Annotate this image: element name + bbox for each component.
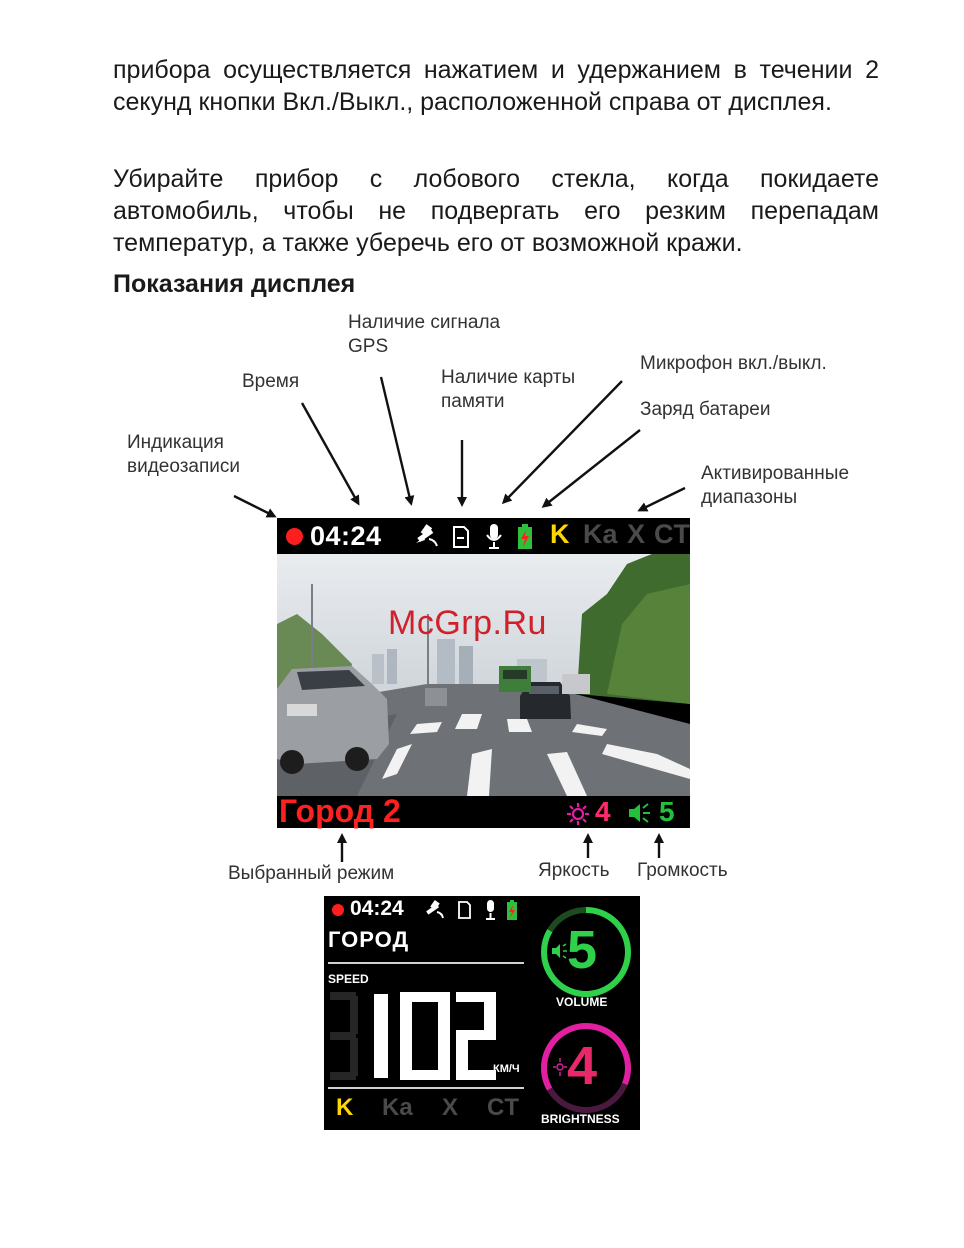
callout-rec-line2: видеозаписи: [127, 456, 241, 477]
road-scene-image: [277, 554, 690, 796]
arrow-gps: [381, 377, 411, 503]
selected-mode: ГОРОД: [328, 927, 410, 952]
selected-mode: Город 2: [279, 793, 401, 829]
battery-icon: [516, 523, 534, 551]
divider-bottom: [328, 1087, 524, 1089]
callout-card-line1: Наличие карты: [441, 367, 576, 388]
brightness-value: 4: [567, 1036, 598, 1096]
ghost-digit: [330, 992, 358, 1080]
watermark: McGrp.Ru: [388, 604, 547, 642]
band-ka: Ka: [382, 1094, 413, 1121]
callout-rec-line1: Индикация: [127, 432, 224, 453]
callout-gps-line2: GPS: [348, 336, 389, 357]
bottom-status-bar: [277, 793, 690, 829]
status-time: 04:24: [350, 897, 404, 920]
band-x: X: [627, 519, 646, 549]
memory-card-icon: [452, 525, 470, 549]
arrow-mic: [504, 381, 622, 502]
satellite-icon: [424, 899, 448, 921]
record-dot-icon: [286, 528, 303, 545]
speaker-icon: [627, 801, 653, 825]
satellite-icon: [414, 523, 444, 549]
callout-mode: Выбранный режим: [228, 863, 395, 884]
callout-bands-line1: Активированные: [701, 463, 850, 484]
band-ka: Ka: [583, 519, 618, 549]
volume-label: VOLUME: [556, 995, 608, 1009]
callout-volume: Громкость: [637, 860, 728, 881]
display-screen-speed: [324, 896, 640, 1130]
volume-value: 5: [659, 796, 675, 827]
status-bar: [277, 518, 690, 554]
memory-card-icon: [457, 900, 472, 920]
callout-brightness: Яркость: [538, 860, 610, 881]
paragraph-power: прибора осуществляется нажатием и удержанием в течении 2 секунд кнопки Вкл./Выкл., расположенной справа от дисплея.: [113, 56, 879, 116]
road-camera-view: [277, 554, 690, 796]
arrow-recording: [234, 496, 274, 516]
volume-value: 5: [567, 920, 598, 980]
record-dot-icon: [332, 904, 344, 916]
band-k: K: [550, 519, 570, 549]
callout-mic: Микрофон вкл./выкл.: [640, 353, 827, 374]
microphone-icon: [483, 899, 498, 921]
section-heading: Показания дисплея: [113, 270, 356, 298]
band-ct: CT: [487, 1094, 519, 1121]
band-x: X: [442, 1094, 459, 1121]
speed-digits: [328, 992, 498, 1080]
arrow-time: [302, 403, 358, 503]
battery-icon: [505, 899, 519, 921]
band-k: K: [336, 1094, 354, 1121]
callout-gps-line1: Наличие сигнала: [348, 312, 501, 333]
arrow-battery: [544, 430, 640, 506]
callout-time: Время: [242, 371, 300, 392]
brightness-label: BRIGHTNESS: [541, 1112, 620, 1126]
status-time: 04:24: [310, 521, 382, 551]
band-ct: CT: [654, 519, 690, 549]
paragraph-remove-device: Убирайте прибор с лобового стекла, когда покидаете автомобиль, чтобы не подвергать его резким перепадам температур, а также уберечь его от возможной кражи.: [113, 165, 879, 257]
speed-label: SPEED: [328, 972, 369, 986]
callout-bands-line2: диапазоны: [701, 487, 798, 508]
arrow-bands: [640, 488, 685, 510]
brightness-icon: [566, 802, 590, 826]
speed-unit: КМ/Ч: [493, 1063, 520, 1075]
callout-card-line2: памяти: [441, 391, 505, 412]
callout-battery: Заряд батареи: [640, 399, 771, 420]
microphone-icon: [485, 523, 503, 551]
divider-top: [328, 962, 524, 964]
brightness-value: 4: [595, 796, 611, 827]
display-screen-main: [277, 518, 690, 828]
